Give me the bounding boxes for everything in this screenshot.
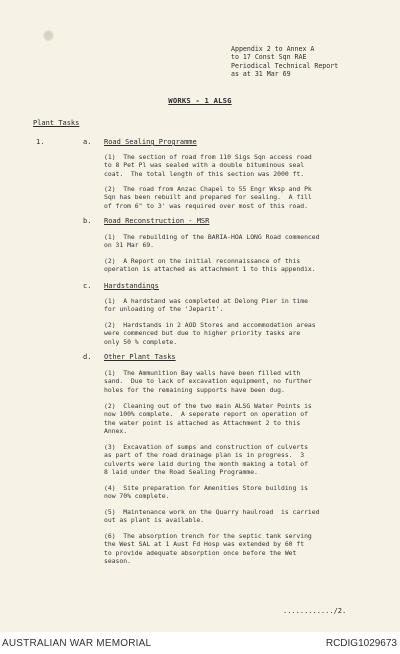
archive-record-id: RCDIG1029673 (325, 638, 397, 649)
item-d-paragraph-2: (2) Cleaning out of the two main ALSG Water Points is now 100% complete. A seperate report on operation of the water point is attached as Attachment 2 to this Annex. (104, 402, 312, 435)
section-number: 1. (36, 138, 45, 146)
header-line-1: Appendix 2 to Annex A (231, 45, 315, 53)
continuation-marker: ............/2. (283, 607, 347, 615)
item-d-paragraph-1: (1) The Ammunition Bay walls have been filled with sand. Due to lack of excavation equipment, no further holes for the remaining supports have been dug. (104, 369, 312, 394)
item-a-paragraph-2: (2) The road from Anzac Chapel to 55 Engr Wksp and Pk Sqn has been rebuilt and prepared for sealing. A fill of from 6" to 3' was required over most of this road. (104, 185, 312, 210)
item-a-paragraph-1: (1) The section of road from 110 Sigs Sqn access road to 8 Pet Pl was sealed with a double bituminous seal coat. The total length of this section was 2000 ft. (104, 153, 312, 178)
item-b-heading: Road Reconstruction - MSR (104, 217, 210, 225)
item-b-label: b. (83, 217, 92, 225)
item-a-label: a. (83, 138, 92, 146)
item-d-paragraph-4: (4) Site preparation for Amenities Store building is now 70% complete. (104, 484, 308, 501)
item-d-paragraph-3: (3) Excavation of sumps and construction of culverts as part of the road drainage plan is in progress. 3 culverts were laid during the month making a total of 8 laid under the Road Sealing Programme. (104, 443, 308, 476)
item-d-label: d. (83, 353, 92, 361)
item-c-label: c. (83, 282, 92, 290)
header-line-3: Periodical Technical Report (231, 61, 339, 70)
archive-footer (0, 632, 400, 654)
punch-hole-mark (43, 30, 54, 41)
item-a-heading: Road Sealing Programme (104, 138, 197, 146)
item-b-paragraph-1: (1) The rebuilding of the BARIA-HOA LONG Road commenced on 31 Mar 69. (104, 233, 320, 250)
page-title: WORKS - 1 ALSG (168, 96, 232, 105)
item-d-paragraph-5: (5) Maintenance work on the Quarry haulroad is carried out as plant is available. (104, 508, 320, 525)
item-d-heading: Other Plant Tasks (104, 353, 176, 361)
section-label: Plant Tasks (33, 119, 80, 127)
archive-name: AUSTRALIAN WAR MEMORIAL (2, 638, 152, 649)
item-c-paragraph-2: (2) Hardstands in 2 AOD Stores and accommodation areas were commenced but due to higher priority tasks are only 50 % complete. (104, 321, 316, 346)
item-d-paragraph-6: (6) The absorption trench for the septic tank serving the West SAL at 1 Aust Fd Hosp was extended by 60 ft to provide adequate absorption once before the Wet season. (104, 532, 312, 565)
header-line-2: to 17 Const Sqn RAE (231, 53, 307, 62)
appendix-header (231, 45, 338, 78)
header-line-4: as at 31 Mar 69 (231, 69, 291, 78)
item-c-paragraph-1: (1) A hardstand was completed at Delong Pier in time for unloading of the 'Jeparit'. (104, 297, 308, 314)
item-c-heading: Hardstandings (104, 282, 159, 290)
item-b-paragraph-2: (2) A Report on the initial reconnaissance of this operation is attached as attachment 1 to this appendix. (104, 257, 316, 274)
